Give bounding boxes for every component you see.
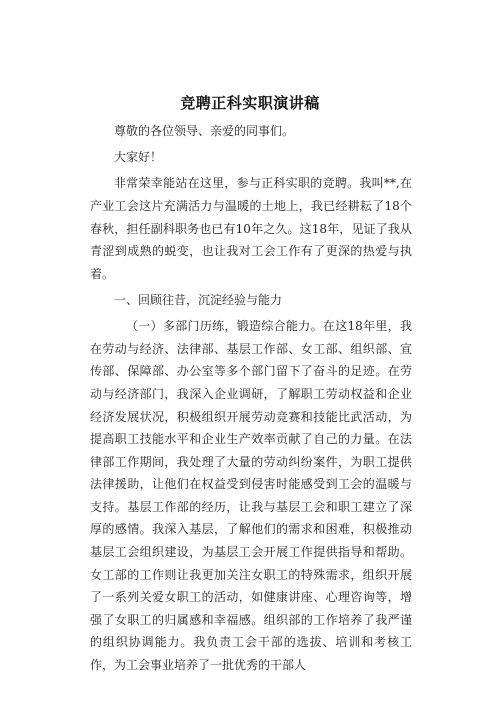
document-title: 竞聘正科实职演讲稿: [180, 94, 320, 112]
section-body-paragraph: （一）多部门历练，锻造综合能力。在这18年里，我在劳动与经济、法律部、基层工作部、女工部、组织部、宣传部、保障部、办公室等多个部门留下了奋斗的足迹。在劳动与经济部门，我深入企业调研，了解职工劳动权益和企业经济发展状况，积极组织开展劳动竞赛和技能比武活动，为提高职工技能水平和企业生产效率贡献了自己的力量。在法律部工作期间，我处理了大量的劳动纠纷案件，为职工提供法律援助，让他们在权益受到侵害时能感受到工会的温暖与支持。基层工作部的经历，让我与基层工会和职工建立了深厚的感情。我深入基层，了解他们的需求和困难，积极推动基层工会组织建设，为基层工会开展工作提供指导和帮助。女工部的工作则让我更加关注女职工的特殊需求，组织开展了一系列关爱女职工的活动，如健康讲座、心理咨询等，增强了女职工的归属感和幸福感。组织部的工作培养了我严谨的组织协调能力。我负责工会干部的选拔、培训和考核工作，为工会事业培养了一批优秀的干部人: [90, 319, 412, 673]
intro-paragraph: 非常荣幸能站在这里，参与正科实职的竞聘。我叫**,在产业工会这片充满活力与温暖的土地上，我已经耕耘了18个春秋，担任副科职务也已有10年之久。这18年，见证了我从青涩到成熟的蜕变，也让我对工会工作有了更深的热爱与执着。: [90, 176, 412, 281]
document-body: [90, 120, 412, 680]
greeting-paragraph: 大家好！: [114, 150, 163, 165]
section-heading: 一、回顾往昔，沉淀经验与能力: [114, 292, 283, 307]
salutation-paragraph: 尊敬的各位领导、亲爱的同事们。: [114, 124, 295, 138]
